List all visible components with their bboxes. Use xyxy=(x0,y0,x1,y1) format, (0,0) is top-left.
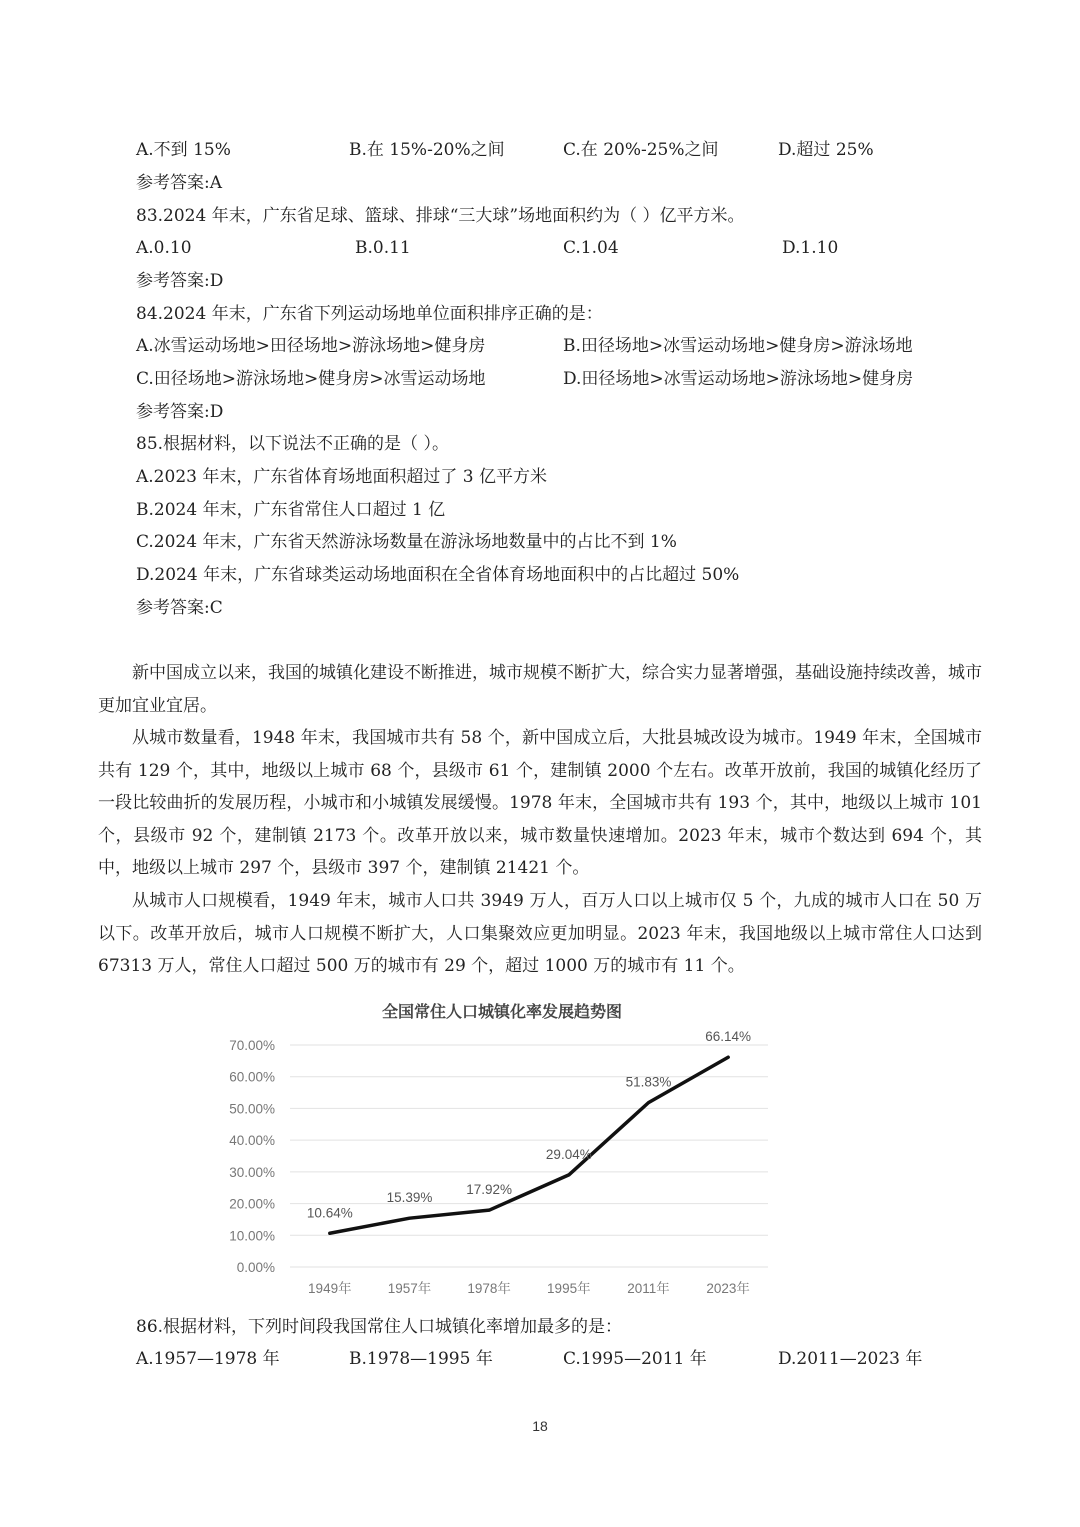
q86-option-b: B.1978—1995 年 xyxy=(349,1349,493,1369)
q86-option-d: D.2011—2023 年 xyxy=(778,1349,923,1369)
y-tick-label: 50.00% xyxy=(229,1101,275,1117)
x-tick-label: 1995年 xyxy=(547,1281,591,1296)
passage-paragraph-1: 新中国成立以来，我国的城镇化建设不断推进，城市规模不断扩大，综合实力显著增强，基础设施持续改善，城市更加宜业宜居。 xyxy=(98,663,982,716)
q85-answer: 参考答案:C xyxy=(136,598,223,618)
data-label: 10.64% xyxy=(306,1205,353,1221)
chart-gridlines xyxy=(290,1045,768,1267)
q85-option-d: D.2024 年末，广东省球类运动场地面积在全省体育场地面积中的占比超过 50% xyxy=(136,565,740,585)
q83-answer: 参考答案:D xyxy=(136,271,224,291)
y-tick-label: 70.00% xyxy=(229,1038,275,1053)
q84-option-c: C.田径场地>游泳场地>健身房>冰雪运动场地 xyxy=(136,369,486,389)
data-label: 17.92% xyxy=(466,1182,513,1198)
data-label: 66.14% xyxy=(705,1029,752,1045)
urbanization-line-chart xyxy=(220,995,790,1305)
q85-option-b: B.2024 年末，广东省常住人口超过 1 亿 xyxy=(136,500,446,520)
q86-option-a: A.1957—1978 年 xyxy=(136,1349,280,1369)
q83-stem: 83.2024 年末，广东省足球、篮球、排球“三大球”场地面积约为（ ）亿平方米。 xyxy=(136,206,745,226)
q82-option-b: B.在 15%-20%之间 xyxy=(349,140,505,160)
q84-stem: 84.2024 年末，广东省下列运动场地单位面积排序正确的是： xyxy=(136,304,603,324)
q82-option-d: D.超过 25% xyxy=(778,140,874,160)
q86-stem: 86.根据材料，下列时间段我国常住人口城镇化率增加最多的是： xyxy=(136,1317,623,1337)
q85-option-c: C.2024 年末，广东省天然游泳场数量在游泳场地数量中的占比不到 1% xyxy=(136,532,677,552)
data-label: 29.04% xyxy=(545,1146,592,1162)
q85-stem: 85.根据材料，以下说法不正确的是（ ）。 xyxy=(136,434,449,454)
data-label: 15.39% xyxy=(386,1190,433,1206)
y-tick-label: 10.00% xyxy=(229,1228,275,1244)
x-tick-label: 2011年 xyxy=(627,1281,670,1296)
q83-option-b: B.0.11 xyxy=(355,238,411,258)
y-tick-label: 30.00% xyxy=(229,1164,275,1180)
q83-option-c: C.1.04 xyxy=(563,238,619,258)
passage-paragraph-2: 从城市数量看，1948 年末，我国城市共有 58 个，新中国成立后，大批县城改设为城市。1949 年末，全国城市共有 129 个，其中，地级以上城市 68 个，县级市 61 个，建制镇 2000 个左右。改革开放前，我国的城镇化经历了一段比较曲折的发展历程，小城市和小城镇发展缓慢。1978 年末，全国城市共有 193 个，其中，地级以上城市 101 个，县级市 92 个，建制镇 2173 个。改革开放以来，城市数量快速增加。2023 年末，城市个数达到 694 个，其中，地级以上城市 297 个，县级市 397 个，建制镇 21421 个。 xyxy=(98,728,982,878)
x-tick-label: 1978年 xyxy=(467,1281,511,1296)
q84-answer: 参考答案:D xyxy=(136,402,224,422)
x-tick-label: 1957年 xyxy=(387,1281,432,1296)
chart-x-axis xyxy=(308,1280,750,1296)
x-tick-label: 2023年 xyxy=(706,1281,750,1296)
q85-option-a: A.2023 年末，广东省体育场地面积超过了 3 亿平方米 xyxy=(136,467,547,487)
q86-option-c: C.1995—2011 年 xyxy=(563,1349,707,1369)
q83-option-a: A.0.10 xyxy=(136,238,192,258)
y-tick-label: 60.00% xyxy=(229,1069,275,1085)
q82-answer: 参考答案:A xyxy=(136,173,223,193)
page-number: 18 xyxy=(532,1418,548,1434)
q84-option-a: A.冰雪运动场地>田径场地>游泳场地>健身房 xyxy=(136,336,486,356)
q82-option-c: C.在 20%-25%之间 xyxy=(563,140,719,160)
q84-option-b: B.田径场地>冰雪运动场地>健身房>游泳场地 xyxy=(563,336,913,356)
data-label: 51.83% xyxy=(625,1074,672,1090)
chart-y-axis xyxy=(229,1038,275,1275)
y-tick-label: 0.00% xyxy=(236,1260,275,1275)
q84-option-d: D.田径场地>冰雪运动场地>游泳场地>健身房 xyxy=(563,369,914,389)
q83-option-d: D.1.10 xyxy=(782,238,839,258)
chart-title: 全国常住人口城镇化率发展趋势图 xyxy=(381,1002,623,1021)
x-tick-label: 1949年 xyxy=(308,1281,352,1296)
q82-option-a: A.不到 15% xyxy=(136,140,231,160)
y-tick-label: 40.00% xyxy=(229,1133,275,1149)
passage-paragraph-3: 从城市人口规模看，1949 年末，城市人口共 3949 万人，百万人口以上城市仅 5 个，九成的城市人口在 50 万以下。改革开放后，城市人口规模不断扩大，人口集聚效应更加明显。2023 年末，我国地级以上城市常住人口达到 67313 万人，常住人口超过 500 万的城市有 29 个，超过 1000 万的城市有 11 个。 xyxy=(98,891,982,976)
y-tick-label: 20.00% xyxy=(229,1196,275,1212)
